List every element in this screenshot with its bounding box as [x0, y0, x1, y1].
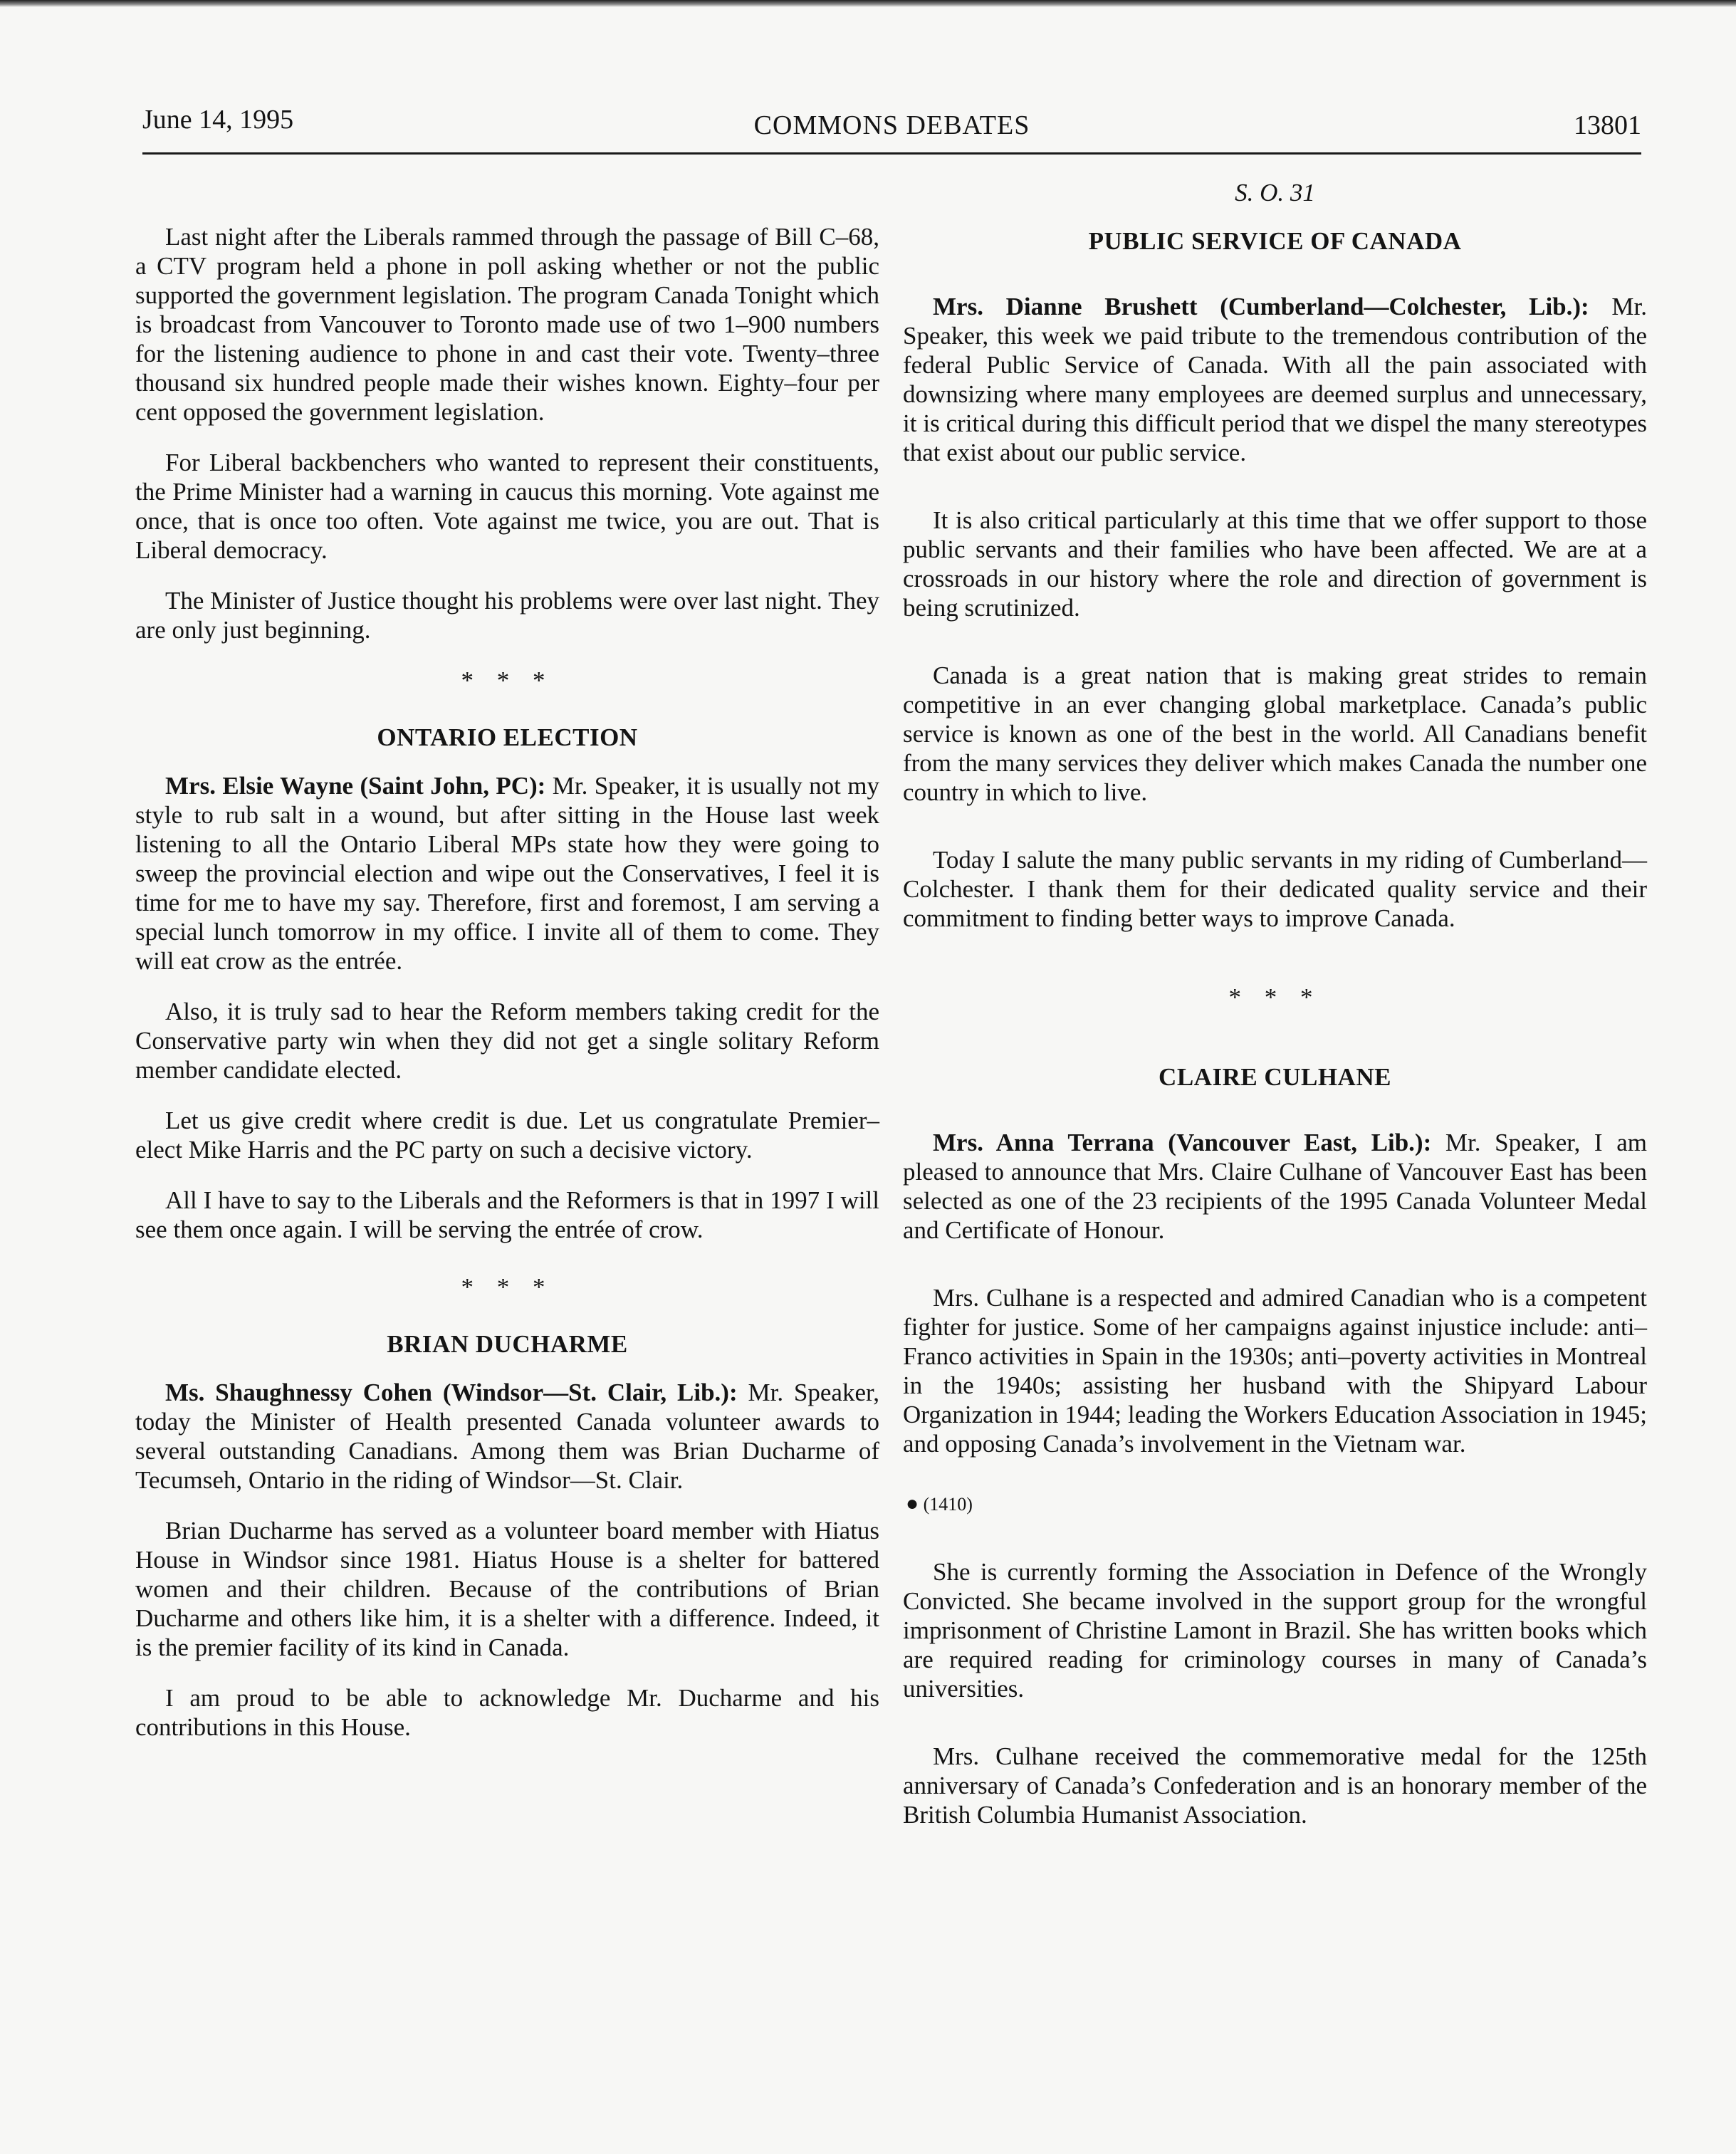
- scan-edge: [0, 0, 1736, 7]
- paragraph: All I have to say to the Liberals and the Reformers is that in 1997 I will see them once again. I will be serving the entrée of crow.: [135, 1186, 879, 1243]
- right-column: [903, 178, 1647, 2086]
- paragraph: Let us give credit where credit is due. Let us congratulate Premier–elect Mike Harris and the PC party on such a decisive victory.: [135, 1107, 879, 1164]
- speaker-name: Mrs. Anna Terrana (Vancouver East, Lib.):: [933, 1129, 1432, 1156]
- statement-paragraph: [135, 771, 879, 976]
- paragraph: For Liberal backbenchers who wanted to represent their constituents, the Prime Minister had a warning in caucus this morning. Vote against me once, that is once too often. Vote against me twice, you are out. That is Liberal democracy.: [135, 449, 879, 564]
- paragraph: I am proud to be able to acknowledge Mr. Ducharme and his contributions in this House.: [135, 1684, 879, 1741]
- statement-text: Mr. Speaker, today the Minister of Health presented Canada volunteer awards to several outstanding Canadians. Among them was Brian Ducharme of Tecumseh, Ontario in the riding of Windsor—St. Clair.: [135, 1379, 880, 1494]
- paragraph: She is currently forming the Association in Defence of the Wrongly Convicted. She became involved in the support group for the wrongful imprisonment of Christine Lamont in Brazil. She has written books which are required reading for criminology courses in many of Canada’s universities.: [903, 1558, 1647, 1703]
- page-date: June 14, 1995: [142, 105, 294, 135]
- paragraph: Today I salute the many public servants in my riding of Cumberland—Colchester. I thank them for their dedicated quality service and their commitment to finding better ways to improve Canada.: [903, 846, 1647, 932]
- paragraph: Also, it is truly sad to hear the Reform members taking credit for the Conservative party win when they did not get a single solitary Reform member candidate elected.: [135, 998, 879, 1084]
- paragraph: Mrs. Culhane received the commemorative medal for the 125th anniversary of Canada’s Confederation and is an honorary member of the British Columbia Humanist Association.: [903, 1742, 1647, 1829]
- statement-paragraph: [135, 1378, 879, 1495]
- speaker-name: Ms. Shaughnessy Cohen (Windsor—St. Clair, Lib.):: [165, 1379, 738, 1406]
- section-heading: ONTARIO ELECTION: [377, 723, 638, 751]
- speaker-name: Mrs. Elsie Wayne (Saint John, PC):: [165, 772, 546, 800]
- section-separator: * * *: [1228, 983, 1322, 1011]
- section-heading: CLAIRE CULHANE: [1159, 1063, 1391, 1091]
- publication-title: COMMONS DEBATES: [753, 110, 1030, 140]
- paragraph: It is also critical particularly at this time that we offer support to those public servants and their families who have been affected. We are at a crossroads in our history where the role and direction of government is being scrutinized.: [903, 506, 1647, 622]
- statement-paragraph: [903, 292, 1647, 467]
- left-column: [135, 178, 879, 2086]
- page-number: 13801: [1574, 110, 1641, 140]
- statement-text: Mr. Speaker, I am pleased to announce that Mrs. Claire Culhane of Vancouver East has been selected as one of the 23 recipients of the 1995 Canada Volunteer Medal and Certificate of Honour.: [903, 1129, 1647, 1244]
- section-heading: BRIAN DUCHARME: [387, 1330, 628, 1358]
- section-heading: PUBLIC SERVICE OF CANADA: [1088, 227, 1462, 255]
- page-header: [142, 104, 1641, 147]
- header-rule: [142, 152, 1641, 155]
- statement-text: Mr. Speaker, it is usually not my style to rub salt in a wound, but after sitting in the House last week listening to all the Ontario Liberal MPs state how they were going to sweep the provincial election and wipe out the Conservatives, I feel it is time for me to have my say. Therefore, first and foremost, I am serving a special lunch tomorrow in my office. I invite all of them to come. They will eat crow as the entrée.: [135, 772, 880, 975]
- paragraph: Brian Ducharme has served as a volunteer board member with Hiatus House in Windsor since 1981. Hiatus House is a shelter for battered women and their children. Because of the contributions of Brian Ducharme and others like him, it is a shelter with a difference. Indeed, it is the premier facility of its kind in Canada.: [135, 1517, 879, 1661]
- standing-order-label: S. O. 31: [1235, 179, 1315, 206]
- paragraph: Last night after the Liberals rammed through the passage of Bill C–68, a CTV program held a phone in poll asking whether or not the public supported the government legislation. The program Canada Tonight which is broadcast from Vancouver to Toronto made use of two 1–900 numbers for the listening audience to phone in and cast their vote. Twenty–three thousand six hundred people made their wishes known. Eighty–four per cent opposed the government legislation.: [135, 223, 879, 426]
- speaker-name: Mrs. Dianne Brushett (Cumberland—Colchester, Lib.):: [933, 293, 1589, 320]
- section-separator: * * *: [461, 1273, 554, 1301]
- statement-paragraph: [903, 1128, 1647, 1245]
- paragraph: Mrs. Culhane is a respected and admired Canadian who is a competent fighter for justice. Some of her campaigns against injustice include: anti–Franco activities in Spain in the 1930s; anti–poverty activities in Montreal in the 1940s; assisting her husband with the Shipyard Labour Organization in 1944; leading the Workers Education Association in 1945; and opposing Canada’s involvement in the Vietnam war.: [903, 1284, 1647, 1458]
- time-stamp: (1410): [923, 1494, 973, 1515]
- section-separator: * * *: [461, 666, 554, 694]
- statement-text: Mr. Speaker, this week we paid tribute to the tremendous contribution of the federal Public Service of Canada. With all the pain associated with downsizing where many employees are deemed surplus and unnecessary, it is critical during this difficult period that we dispel the many stereotypes that exist about our public service.: [903, 293, 1647, 466]
- paragraph: Canada is a great nation that is making great strides to remain competitive in an ever changing global marketplace. Canada’s public service is known as one of the best in the world. All Canadians benefit from the many services they deliver which makes Canada the number one country in which to live.: [903, 662, 1647, 806]
- time-marker: [906, 1490, 1647, 1519]
- paragraph: The Minister of Justice thought his problems were over last night. They are only just beginning.: [135, 587, 879, 644]
- bullet-icon: ●: [906, 1492, 919, 1515]
